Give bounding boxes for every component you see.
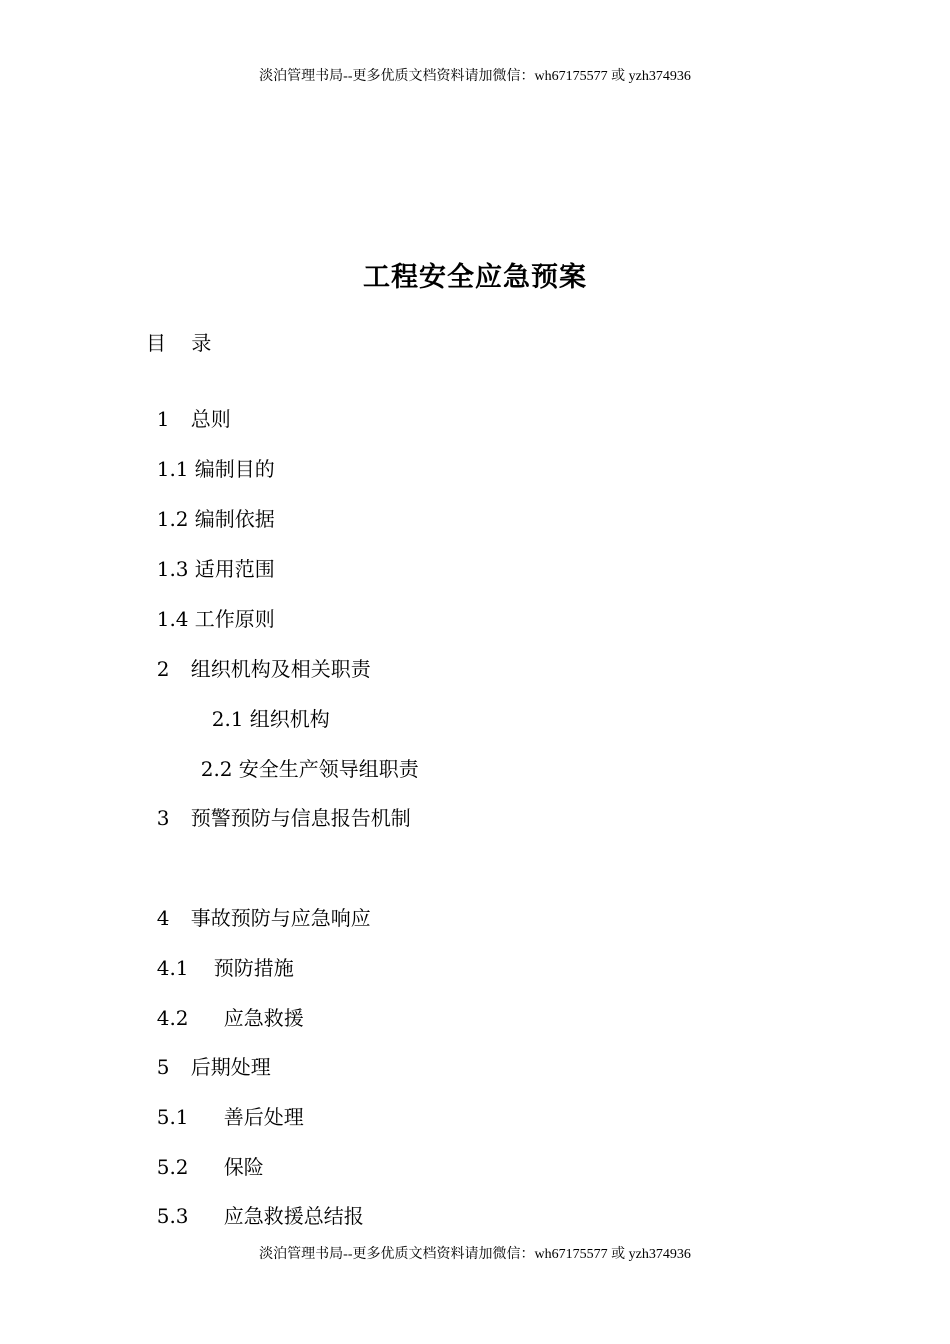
toc-item-label: 后期处理: [190, 1055, 271, 1079]
toc-item-number: 5.3: [156, 1204, 189, 1228]
toc-item-label: 安全生产领导组职责: [238, 757, 419, 781]
toc-item-number: 4.2: [156, 1006, 189, 1030]
page-footer: 淡泊管理书局--更多优质文档资料请加微信：wh67175577 或 yzh374936: [259, 1247, 691, 1262]
toc-item-label: 组织机构及相关职责: [190, 657, 371, 681]
toc-item-label: 应急救援: [223, 1006, 304, 1030]
toc-item-label: 事故预防与应急响应: [190, 906, 371, 930]
toc-item-number: 2: [156, 657, 170, 681]
toc-item-label: 预警预防与信息报告机制: [190, 806, 411, 830]
toc-item-label: 适用范围: [194, 557, 275, 581]
toc-item-number: 1.1: [156, 457, 189, 481]
toc-item-number: 4.1: [156, 956, 189, 980]
toc-item-label: 工作原则: [194, 607, 275, 631]
toc-item-number: 3: [156, 806, 170, 830]
toc-item-label: 善后处理: [223, 1105, 304, 1129]
toc-item-4-1: [144, 929, 294, 981]
toc-item-5-1: [144, 1078, 304, 1130]
toc-item-number: 2.1: [211, 707, 244, 731]
toc-item-2-1: [199, 680, 330, 732]
toc-item-number: 1.4: [156, 607, 189, 631]
toc-item-label: 组织机构: [249, 707, 330, 731]
page-header: 淡泊管理书局--更多优质文档资料请加微信：wh67175577 或 yzh374936: [259, 69, 691, 84]
toc-item-1-4: [144, 580, 275, 632]
toc-item-number: 5.1: [156, 1105, 189, 1129]
toc-item-label: 保险: [223, 1155, 264, 1179]
toc-item-label: 预防措施: [213, 956, 294, 980]
toc-item-4: [144, 879, 371, 931]
toc-item-number: 1: [156, 407, 170, 431]
toc-item-label: 编制依据: [194, 507, 275, 531]
toc-item-5-2: [144, 1128, 264, 1180]
toc-item-2-2: [188, 730, 419, 782]
toc-item-1-1: [144, 430, 275, 482]
toc-item-4-2: [144, 979, 304, 1031]
toc-item-1-3: [144, 530, 275, 582]
toc-item-1: [144, 380, 231, 432]
toc-item-label: 总则: [190, 407, 231, 431]
toc-item-5-3: [144, 1177, 364, 1229]
toc-item-number: 1.3: [156, 557, 189, 581]
toc-item-2: [144, 630, 371, 682]
toc-item-5: [144, 1028, 271, 1080]
toc-item-number: 5.2: [156, 1155, 189, 1179]
toc-item-label: 编制目的: [194, 457, 275, 481]
toc-item-number: 4: [156, 906, 170, 930]
toc-item-label: 应急救援总结报: [223, 1204, 364, 1228]
toc-item-number: 1.2: [156, 507, 189, 531]
toc-item-1-2: [144, 480, 275, 532]
document-title: 工程安全应急预案: [363, 262, 587, 293]
toc-item-number: 2.2: [200, 757, 233, 781]
toc-item-number: 5: [156, 1055, 170, 1079]
toc-item-3: [144, 779, 411, 831]
toc-heading: 目 录: [146, 331, 212, 355]
